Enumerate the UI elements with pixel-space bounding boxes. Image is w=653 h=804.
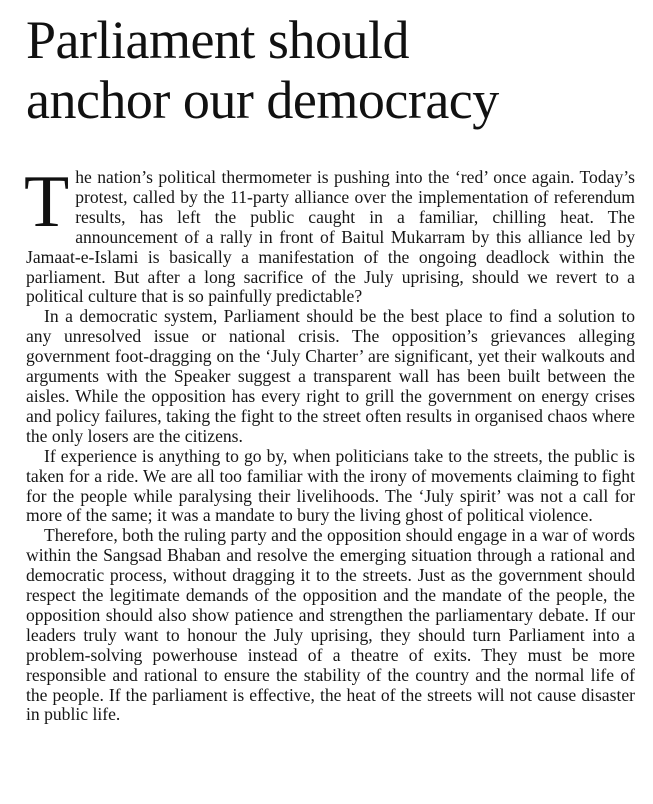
- article-body: [24, 161, 635, 725]
- headline-line-2: anchor our democracy: [26, 70, 499, 130]
- article-paragraph-3: If experience is anything to go by, when politicians take to the streets, the public is taken for a ride. We are all too familiar with the irony of movements claiming to fight for the people while paralysing their livelihoods. The ‘July spirit’ was not a call for more of the same; it was a mandate to bury the living ghost of political violence.: [26, 445, 635, 526]
- headline: [26, 10, 635, 130]
- paragraph-1-text: he nation’s political thermometer is pushing into the ‘red’ once again. Today’s protest, called by the 11-party alliance over the implementation of referendum results, has left the public caught in a familiar, chilling heat. The announcement of a rally in front of Baitul Mukarram by this alliance led by Jamaat-e-Islami is basically a manifestation of the ongoing deadlock within the parliament. But after a long sacrifice of the July uprising, should we revert to a political culture that is so painfully predictable?: [26, 167, 635, 307]
- article-paragraph-4: Therefore, both the ruling party and the opposition should engage in a war of words within the Sangsad Bhaban and resolve the emerging situation through a rational and democratic process, without dragging it to the streets. Just as the government should respect the legitimate demands of the opposition and the mandate of the people, the opposition should also show patience and strengthen the parliamentary debate. If our leaders truly want to honour the July uprising, they should turn Parliament into a problem-solving powerhouse instead of a theatre of exits. They must be more responsible and rational to ensure the stability of the country and the normal life of the people. If the parliament is effective, the heat of the streets will not cause disaster in public life.: [26, 525, 635, 725]
- article-paragraph-2: In a democratic system, Parliament should be the best place to find a solution to any unresolved issue or national crisis. The opposition’s grievances alleging government foot-dragging on the ‘July Charter’ are significant, yet their walkouts and arguments with the Speaker suggest a transparent wall has been built between the aisles. While the opposition has every right to grill the government on energy crises and policy failures, taking the fight to the street often results in organised chaos where the only losers are the citizens.: [26, 306, 635, 446]
- headline-line-1: Parliament should: [26, 10, 409, 70]
- article-paragraph-1: [24, 161, 635, 307]
- drop-cap: T: [24, 161, 70, 243]
